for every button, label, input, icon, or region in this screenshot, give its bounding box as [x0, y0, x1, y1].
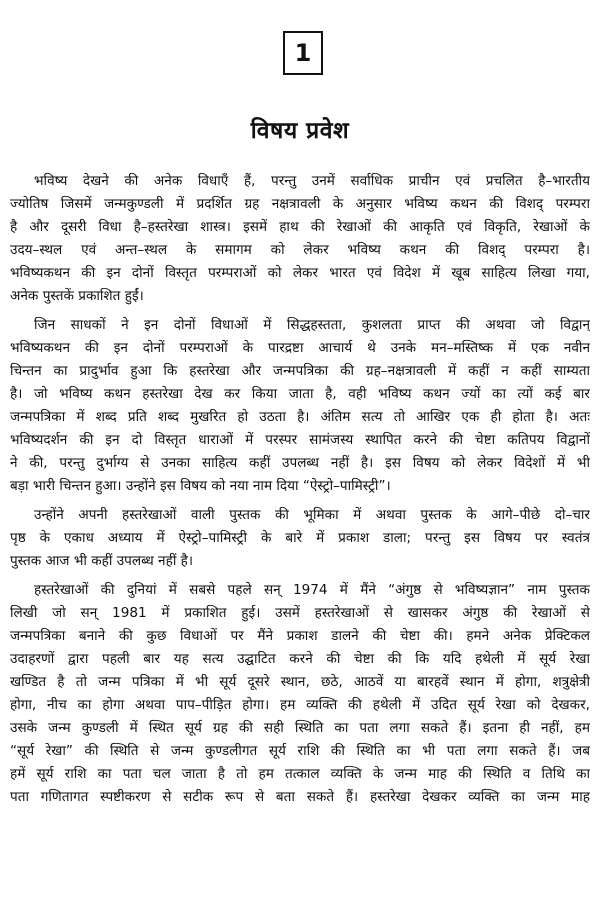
paragraph-1	[10, 170, 590, 308]
text-line: पता गणितागत स्पष्टीकरण से सटीक रूप से बता सकते हैं। हस्तरेखा देखकर व्यक्ति का जन्म माह	[10, 789, 590, 805]
text-line: भविष्यदर्शन की इन दो विस्तृत धाराओं में परस्पर सामंजस्य स्थापित करने की चेष्टा कतिपय विद्वानों	[10, 432, 590, 448]
text-line: भविष्य देखने की अनेक विधाएँ हैं, परन्तु उनमें सर्वाधिक प्राचीन एवं प्रचलित है–भारतीय	[34, 173, 590, 189]
text-line: उदय–स्थल एवं अन्त–स्थल के समागम को लेकर भविष्य कथन की विशद् परम्परा है।	[10, 242, 590, 258]
text-line: “सूर्य रेखा” की स्थिति से जन्म कुण्डलीगत सूर्य राशि की स्थिति का भी पता लगा सकते हैं। जब	[10, 743, 590, 759]
text-line: भविष्यकथन की इन दोनों परम्पराओं के पारद्रष्टा आचार्य थे उनके मन–मस्तिष्क में एक नवीन	[10, 340, 590, 356]
paragraph-2	[10, 314, 590, 498]
text-line: उसके जन्म कुण्डली में स्थित सूर्य ग्रह की सही स्थिति का पता लगा सकते हैं। इतना ही नहीं, हम	[10, 720, 590, 736]
text-line: होगा, नीच का होगा अथवा पाप–पीड़ित होगा। हम व्यक्ति की हथेली में उदित सूर्य रेखा को देखकर,	[10, 697, 590, 713]
text-line: बड़ा भारी चिन्तन हुआ। उन्होंने इस विषय को नया नाम दिया “ऐस्ट्रो–पामिस्ट्री”।	[10, 478, 391, 494]
text-line: भविष्यकथन की इन दोनों विस्तृत परम्पराओं को लेकर भारत एवं विदेश में खूब साहित्य लिखा गया,	[10, 265, 590, 281]
text-line: अनेक पुस्तकें प्रकाशित हुईं।	[10, 288, 144, 304]
text-line: हमें सूर्य राशि का पता चल जाता है तो हम तत्काल व्यक्ति के जन्म माह की स्थिति व तिथि का	[10, 766, 590, 782]
text-line: चिन्तन का प्रादुर्भाव हुआ कि हस्तरेखा और जन्मपत्रिका की ग्रह–नक्षत्रावली में कहीं न कहीं साम्यता	[10, 363, 590, 379]
text-line: ने की, परन्तु दुर्भाग्य से उनका साहित्य कहीं उपलब्ध नहीं है। इस विषय को लेकर विदेशों में भी	[10, 455, 590, 471]
chapter-title: विषय प्रवेश	[250, 118, 350, 144]
text-line: है और दूसरी विधा है–हस्तरेखा शास्त्र। इसमें हाथ की रेखाओं की आकृति एवं विकृति, रेखाओं के	[10, 219, 590, 235]
text-line: उन्होंने अपनी हस्तरेखाओं वाली पुस्तक की भूमिका में अथवा पुस्तक के आगे–पीछे दो–चार	[34, 507, 590, 523]
text-line: जन्मपत्रिका बनाने की कुछ विधाओं पर मैंने प्रकाश डालने की चेष्टा की। हमने अनेक प्रेक्टिकल	[10, 628, 590, 644]
text-line: पुस्तक आज भी कहीं उपलब्ध नहीं है।	[10, 553, 194, 569]
text-line: ज्योतिष जिसमें जन्मकुण्डली में प्रदर्शित ग्रह नक्षत्रावली के अनुसार भविष्य कथन की विशद् परम्परा	[10, 196, 590, 212]
text-line: खण्डित है तो जन्म पत्रिका में भी सूर्य दूसरे स्थान, छठे, आठवें या बारहवें स्थान में होगा, शत्रुक्षेत्री	[10, 674, 590, 690]
text-line: पृष्ठ के एकाध अध्याय में ऐस्ट्रो–पामिस्ट्री के बारे में प्रकाश डाला; परन्तु इस विषय पर स्वतंत्र	[10, 530, 590, 546]
text-line: लिखी जो सन् 1981 में प्रकाशित हुई। उसमें हस्तरेखाओं से खासकर अंगुष्ठ की रेखाओं से	[10, 605, 590, 621]
paragraph-4	[10, 579, 590, 809]
text-line: है। जो भविष्य कथन हस्तरेखा देख कर किया जाता है, वही भविष्य कथन ज्यों का त्यों कई बार	[10, 386, 590, 402]
chapter-number-box	[283, 31, 323, 75]
text-line: जिन साधकों ने इन दोनों विधाओं में सिद्धहस्तता, कुशलता प्राप्त की अथवा जो विद्वान्	[34, 317, 590, 333]
body-text	[10, 170, 590, 815]
text-line: हस्तरेखाओं की दुनियां में सबसे पहले सन् 1974 में मैंने “अंगुष्ठ से भविष्यज्ञान” नाम पुस्तक	[34, 582, 590, 598]
paragraph-3	[10, 504, 590, 573]
text-line: उदाहरणों द्वारा पहली बार यह सत्य उद्घाटित करने की चेष्टा की कि यदि हथेली में सूर्य रेखा	[10, 651, 590, 667]
text-line: जन्मपत्रिका में शब्द प्रति शब्द मुखरित हो उठता है। अंतिम सत्य तो आखिर एक ही होता है। अतः	[10, 409, 590, 425]
chapter-number: 1	[294, 39, 312, 67]
